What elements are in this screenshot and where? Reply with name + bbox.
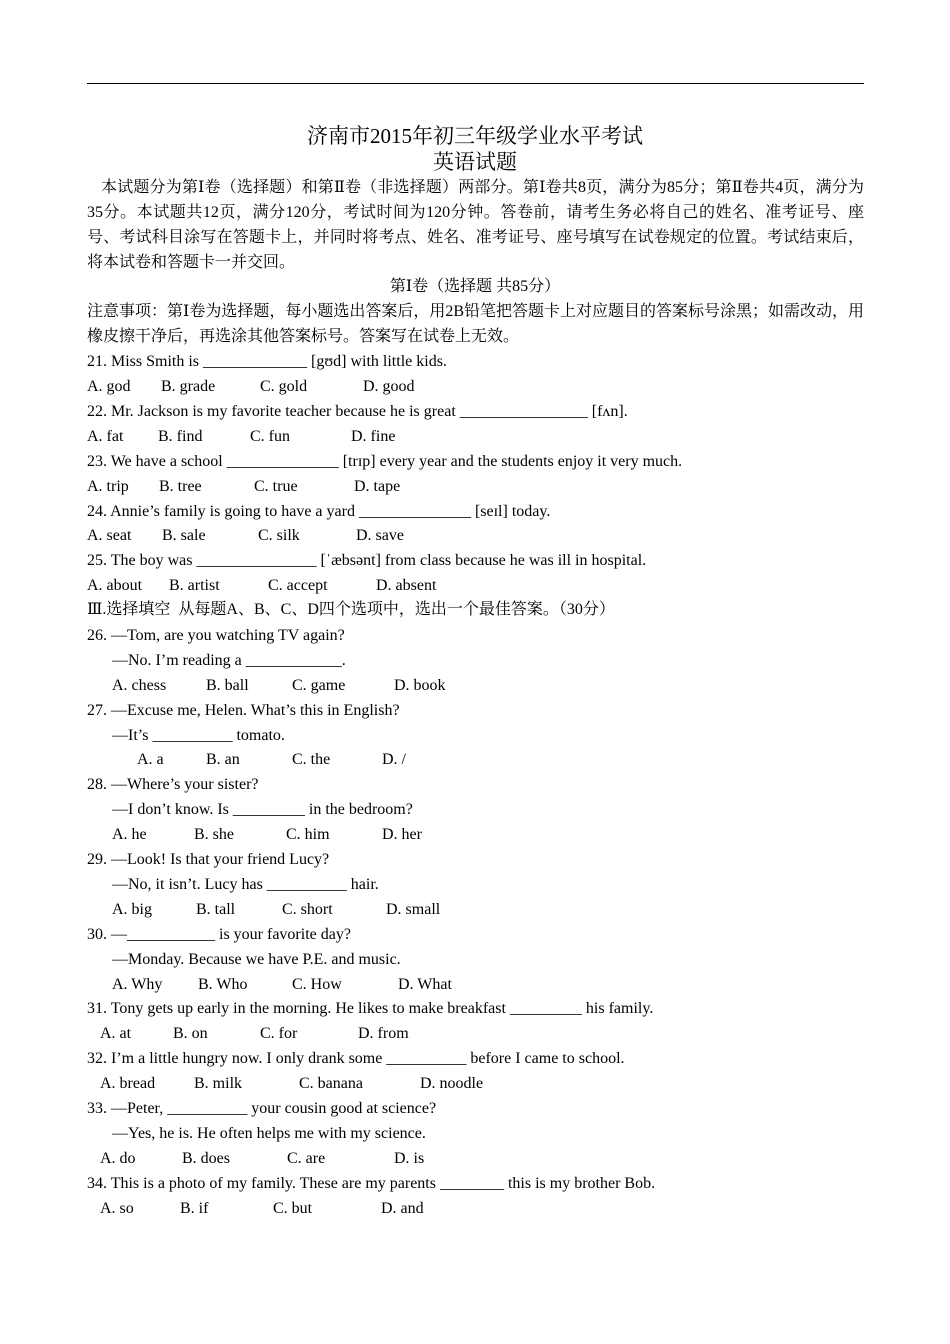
option: D. good xyxy=(363,378,415,395)
option: A. a xyxy=(137,751,164,768)
option: C. accept xyxy=(268,577,328,594)
option: D. from xyxy=(358,1025,409,1042)
option: D. save xyxy=(356,527,404,544)
section1-title: 第Ⅰ卷（选择题 共85分） xyxy=(389,278,561,295)
option: C. true xyxy=(254,478,298,495)
intro-paragraph: 本试题分为第Ⅰ卷（选择题）和第Ⅱ卷（非选择题）两部分。第Ⅰ卷共8页，满分为85分；第Ⅱ卷共4页，满分为35分。本试题共12页，满分120分，考试时间为120分钟。答卷前，请考生务必将自己的姓名、准考证号、座号、考试科目涂写在答题卡上，并同时将考点、姓名、准考证号、座号填写在试卷规定的位置。考试结束后，将本试卷和答题卡一并交回。 xyxy=(87,179,864,271)
option: B. sale xyxy=(162,527,206,544)
option: D. book xyxy=(394,677,446,694)
option: D. / xyxy=(382,751,406,768)
question-33-reply: —Yes, he is. He often helps me with my science. xyxy=(112,1125,426,1142)
option: A. bread xyxy=(100,1075,156,1092)
option: D. and xyxy=(381,1200,424,1217)
question-26-reply: —No. I’m reading a ____________. xyxy=(112,652,346,669)
option: B. if xyxy=(180,1200,209,1217)
option: C. are xyxy=(287,1150,326,1167)
question-31: 31. Tony gets up early in the morning. He likes to make breakfast _________ his family. xyxy=(87,1000,654,1017)
option: A. Why xyxy=(112,976,163,993)
part3-title: Ⅲ.选择填空 从每题A、B、C、D四个选项中，选出一个最佳答案。（30分） xyxy=(87,601,615,618)
option: A. about xyxy=(87,577,143,594)
exam-subtitle: 英语试题 xyxy=(433,150,517,174)
question-25: 25. The boy was _______________ [ˈæbsənt] from class because he was ill in hospital. xyxy=(87,552,647,569)
option: D. noodle xyxy=(420,1075,484,1092)
option: D. small xyxy=(386,901,441,918)
option: C. him xyxy=(286,826,330,843)
option: A. trip xyxy=(87,478,129,495)
question-30: 30. —___________ is your favorite day? xyxy=(87,926,351,943)
option: B. does xyxy=(182,1150,230,1167)
option: B. artist xyxy=(169,577,220,594)
option: C. How xyxy=(292,976,342,993)
option: B. she xyxy=(194,826,234,843)
question-29-reply: —No, it isn’t. Lucy has __________ hair. xyxy=(112,876,379,893)
option: B. tree xyxy=(159,478,202,495)
option: C. but xyxy=(273,1200,313,1217)
option: B. milk xyxy=(194,1075,243,1092)
option: C. silk xyxy=(258,527,300,544)
option: A. seat xyxy=(87,527,132,544)
option: A. he xyxy=(112,826,147,843)
option: D. fine xyxy=(351,428,396,445)
header-rule xyxy=(87,83,864,84)
option: D. What xyxy=(398,976,452,993)
option: C. the xyxy=(292,751,331,768)
option: A. big xyxy=(112,901,152,918)
option: C. banana xyxy=(299,1075,363,1092)
option: C. fun xyxy=(250,428,290,445)
option: B. ball xyxy=(206,677,249,694)
question-28: 28. —Where’s your sister? xyxy=(87,776,259,793)
option: A. god xyxy=(87,378,131,395)
notice-paragraph: 注意事项：第Ⅰ卷为选择题，每小题选出答案后，用2B铅笔把答题卡上对应题目的答案标号涂黑；如需改动，用橡皮擦干净后，再选涂其他答案标号。答案写在试卷上无效。 xyxy=(87,303,864,345)
option: D. her xyxy=(382,826,422,843)
option: D. tape xyxy=(354,478,401,495)
option: C. short xyxy=(282,901,333,918)
option: A. chess xyxy=(112,677,167,694)
option: A. do xyxy=(100,1150,136,1167)
option: D. absent xyxy=(376,577,437,594)
option: D. is xyxy=(394,1150,425,1167)
option: A. at xyxy=(100,1025,132,1042)
option: A. fat xyxy=(87,428,124,445)
option: C. for xyxy=(260,1025,298,1042)
exam-title: 济南市2015年初三年级学业水平考试 xyxy=(307,124,643,148)
option: A. so xyxy=(100,1200,134,1217)
option: C. gold xyxy=(260,378,308,395)
question-29: 29. —Look! Is that your friend Lucy? xyxy=(87,851,330,868)
question-24: 24. Annie’s family is going to have a yard ______________ [seɪl] today. xyxy=(87,503,551,520)
option: C. game xyxy=(292,677,346,694)
option: B. grade xyxy=(161,378,216,395)
question-27: 27. —Excuse me, Helen. What’s this in English? xyxy=(87,702,400,719)
question-33: 33. —Peter, __________ your cousin good at science? xyxy=(87,1100,437,1117)
question-23: 23. We have a school ______________ [trɪp] every year and the students enjoy it very much. xyxy=(87,453,683,470)
question-30-reply: —Monday. Because we have P.E. and music. xyxy=(112,951,401,968)
option: B. tall xyxy=(196,901,236,918)
question-34: 34. This is a photo of my family. These are my parents ________ this is my brother Bob. xyxy=(87,1175,656,1192)
question-32: 32. I’m a little hungry now. I only drank some __________ before I came to school. xyxy=(87,1050,625,1067)
option: B. find xyxy=(158,428,203,445)
question-26: 26. —Tom, are you watching TV again? xyxy=(87,627,345,644)
question-27-reply: —It’s __________ tomato. xyxy=(112,727,285,744)
option: B. an xyxy=(206,751,240,768)
question-28-reply: —I don’t know. Is _________ in the bedroom? xyxy=(112,801,413,818)
question-22: 22. Mr. Jackson is my favorite teacher because he is great ________________ [fʌn]. xyxy=(87,403,628,420)
option: B. Who xyxy=(198,976,248,993)
question-21: 21. Miss Smith is _____________ [gʊd] with little kids. xyxy=(87,353,447,370)
option: B. on xyxy=(173,1025,208,1042)
